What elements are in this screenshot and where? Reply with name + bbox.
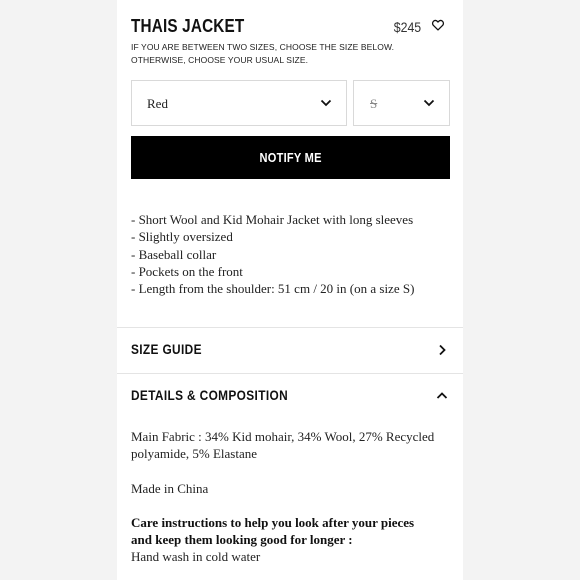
chevron-down-icon (423, 98, 435, 108)
care-instruction: Hand wash in cold water (131, 549, 261, 565)
chevron-right-icon (436, 344, 448, 356)
fabric-line: polyamide, 5% Elastane (131, 446, 257, 462)
details-content (131, 428, 451, 566)
size-guide-accordion[interactable] (131, 341, 450, 361)
color-select[interactable] (131, 80, 347, 126)
description-line: - Baseball collar (131, 246, 217, 262)
product-price: $245 (393, 19, 421, 35)
color-select-value: Red (147, 96, 168, 111)
origin-text: Made in China (131, 480, 209, 496)
product-header (131, 16, 449, 40)
divider (117, 327, 463, 328)
description-line: - Short Wool and Kid Mohair Jacket with long sleeves (131, 212, 414, 227)
care-heading: and keep them looking good for longer : (131, 532, 353, 548)
description-line: - Pockets on the front (131, 263, 243, 279)
details-composition-label: DETAILS & COMPOSITION (131, 388, 288, 403)
divider (117, 373, 463, 374)
size-notice: IF YOU ARE BETWEEN TWO SIZES, CHOOSE THE SIZE BELOW. OTHERWISE, CHOOSE YOUR USUAL SIZE. (131, 42, 395, 65)
description-line: - Length from the shoulder: 51 cm / 20 in (on a size S) (131, 281, 415, 297)
size-select[interactable] (353, 80, 450, 126)
notify-me-label: NOTIFY ME (259, 150, 322, 165)
fabric-line: Main Fabric : 34% Kid mohair, 34% Wool, 27% Recycled (131, 429, 435, 444)
size-guide-label: SIZE GUIDE (131, 342, 202, 357)
chevron-down-icon (320, 98, 332, 108)
product-panel (117, 0, 463, 580)
notify-me-button[interactable] (131, 136, 450, 179)
heart-icon[interactable] (431, 18, 445, 32)
size-select-value: S (370, 96, 378, 111)
product-description (131, 211, 451, 297)
product-title: THAIS JACKET (131, 16, 245, 36)
care-heading: Care instructions to help you look after your pieces (131, 514, 415, 530)
details-composition-accordion[interactable] (131, 387, 450, 407)
description-line: - Slightly oversized (131, 229, 233, 245)
chevron-up-icon (436, 390, 448, 402)
